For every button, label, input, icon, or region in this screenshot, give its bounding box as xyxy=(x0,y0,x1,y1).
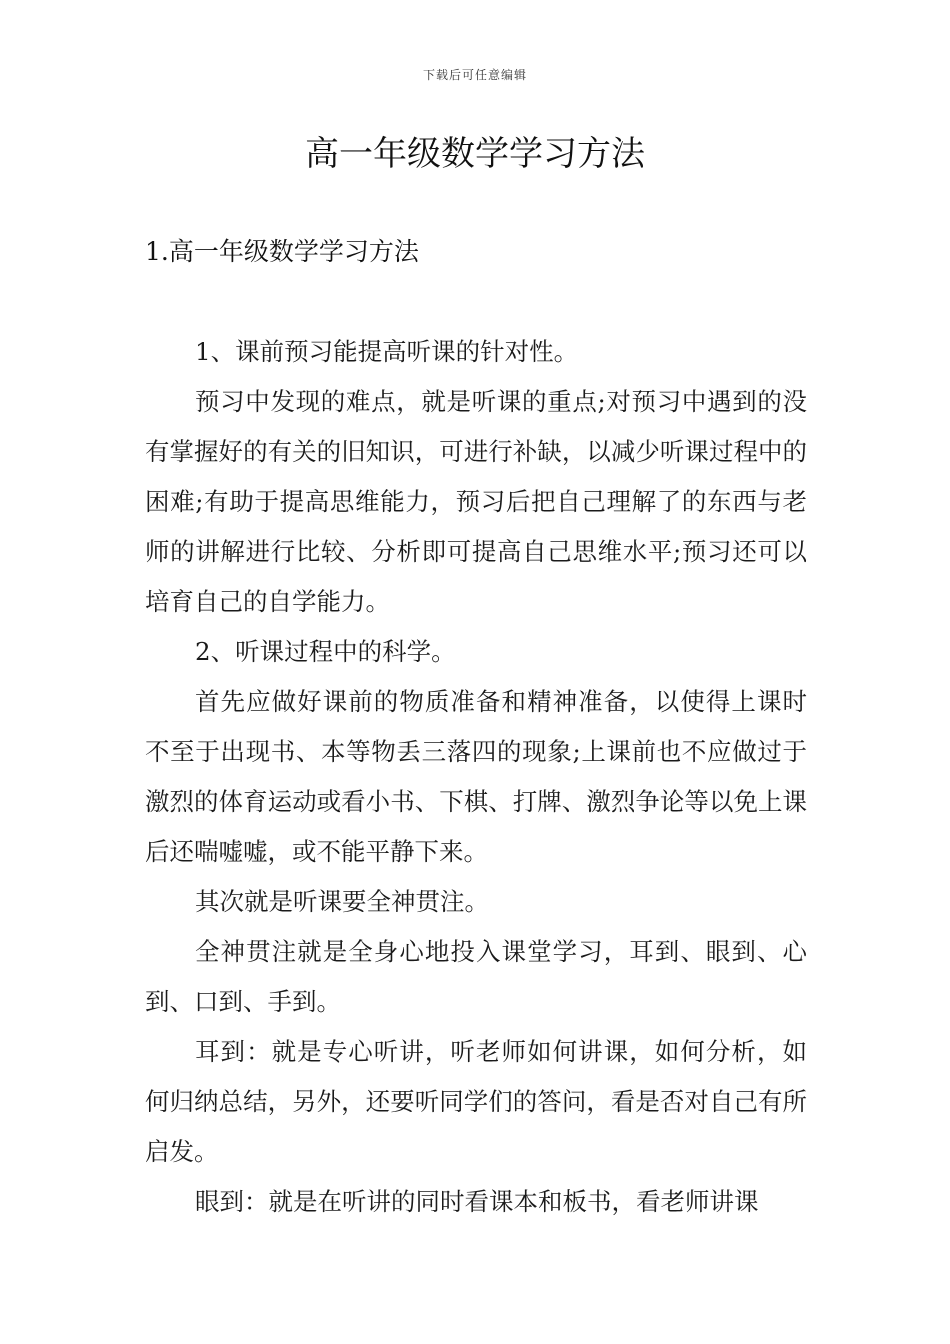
paragraph: 预习中发现的难点，就是听课的重点;对预习中遇到的没有掌握好的有关的旧知识，可进行补缺，以减少听课过程中的困难;有助于提高思维能力，预习后把自己理解了的东西与老师的讲解进行比较、分析即可提高自己思维水平;预习还可以培育自己的自学能力。 xyxy=(145,387,807,616)
paragraph: 其次就是听课要全神贯注。 xyxy=(195,887,489,916)
paragraph: 1、课前预习能提高听课的针对性。 xyxy=(195,337,579,366)
header-note: 下载后可任意编辑 xyxy=(422,68,527,82)
paragraph: 首先应做好课前的物质准备和精神准备，以使得上课时不至于出现书、本等物丢三落四的现象;上课前也不应做过于激烈的体育运动或看小书、下棋、打牌、激烈争论等以免上课后还喘嘘嘘，或不能平静下来。 xyxy=(145,687,807,866)
paragraph: 眼到：就是在听讲的同时看课本和板书，看老师讲课 xyxy=(195,1187,759,1216)
section-heading: 1.高一年级数学学习方法 xyxy=(145,237,419,266)
paragraph: 2、听课过程中的科学。 xyxy=(195,637,456,666)
paragraph: 耳到：就是专心听讲，听老师如何讲课，如何分析，如何归纳总结，另外，还要听同学们的答问，看是否对自己有所启发。 xyxy=(145,1037,807,1166)
paragraph: 全神贯注就是全身心地投入课堂学习，耳到、眼到、心到、口到、手到。 xyxy=(145,937,807,1016)
body-text xyxy=(145,327,807,1227)
document-title: 高一年级数学学习方法 xyxy=(305,134,645,174)
